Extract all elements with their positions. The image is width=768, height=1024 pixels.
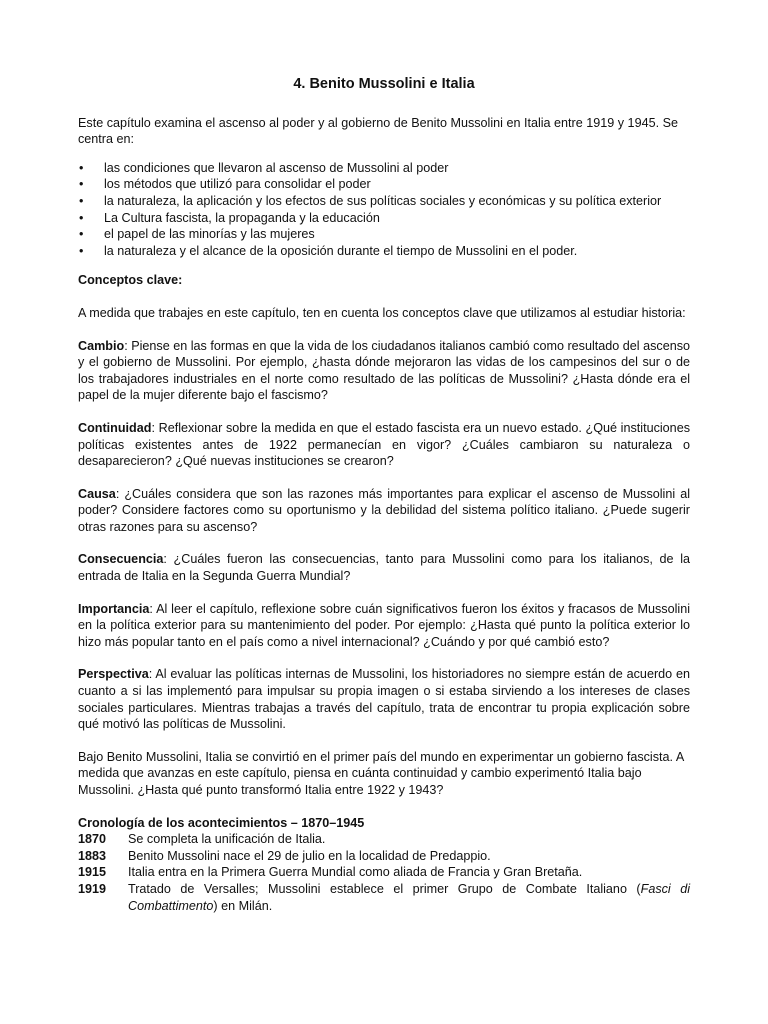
- concept-text: : ¿Cuáles considera que son las razones más importantes para explicar el ascenso de Mussolini al poder? Considere factores como su oportunismo y la debilidad del sistema político italiano. ¿Puede sugerir otras razones para su ascenso?: [78, 486, 690, 534]
- bullet-icon: •: [79, 193, 84, 208]
- concept-label: Importancia: [78, 601, 150, 616]
- concept-text: : Al leer el capítulo, reflexione sobre cuán significativos fueron los éxitos y fracasos de Mussolini en la política exterior para su mantenimiento del poder. Por ejemplo: ¿Hasta qué punto la política exterior lo hizo más popular tanto en el país como a nivel internacional? ¿Cuándo y por qué cambió esto?: [78, 601, 690, 649]
- concept-perspectiva: [78, 666, 690, 732]
- bullet-icon: •: [79, 210, 84, 225]
- concept-label: Continuidad: [78, 420, 152, 435]
- concept-text: : Piense en las formas en que la vida de los ciudadanos italianos cambió como resultado del ascenso y el gobierno de Mussolini. Por ejemplo, ¿hasta dónde mejoraron las vidas de los campesinos del sur o de los trabajadores industriales en el norte como resultado de las políticas de Mussolini? ¿Hasta dónde era el papel de la mujer diferente bajo el fascismo?: [78, 338, 690, 403]
- concept-label: Causa: [78, 486, 116, 501]
- bullet-icon: •: [79, 227, 84, 242]
- list-item: • La Cultura fascista, la propaganda y la educación: [79, 210, 380, 225]
- list-item: • la naturaleza y el alcance de la oposición durante el tiempo de Mussolini en el poder.: [79, 243, 578, 258]
- italic-term: Fasci di Combattimento: [128, 881, 690, 913]
- closing-paragraph: Bajo Benito Mussolini, Italia se convirtió en el primer país del mundo en experimentar un gobierno fascista. A medida que avanzas en este capítulo, piensa en cuánta continuidad y cambio experimentó Italia bajo Mussolini. ¿Hasta qué punto transformó Italia entre 1922 y 1943?: [78, 749, 684, 797]
- chronology-year: 1870: [78, 832, 107, 847]
- chronology-heading: Cronología de los acontecimientos – 1870–1945: [78, 815, 365, 830]
- concept-importancia: [78, 601, 690, 651]
- chronology-year: 1919: [78, 881, 107, 896]
- chronology-text: Benito Mussolini nace el 29 de julio en la localidad de Predappio.: [128, 848, 491, 863]
- focus-list: [78, 160, 690, 260]
- chronology-year: 1915: [78, 865, 107, 880]
- concept-label: Perspectiva: [78, 667, 149, 682]
- concept-continuidad: [78, 420, 690, 470]
- chronology-entry: [78, 881, 690, 914]
- bullet-icon: •: [79, 243, 84, 258]
- list-item: • los métodos que utilizó para consolidar el poder: [79, 177, 371, 192]
- concept-causa: [78, 486, 690, 536]
- list-item: • la naturaleza, la aplicación y los efectos de sus políticas sociales y económicas y su política exterior: [79, 193, 662, 208]
- chronology-year: 1883: [78, 848, 107, 863]
- list-item: • el papel de las minorías y las mujeres: [79, 227, 315, 242]
- concept-label: Consecuencia: [78, 552, 164, 567]
- concept-text: : Al evaluar las políticas internas de Mussolini, los historiadores no siempre están de acuerdo en cuanto a si las implementó para impulsar su propia imagen o si estaba sirviendo a los intereses de clases sociales particulares. Mientras trabajas a través del capítulo, trata de encontrar tu propia explicación sobre qué motivó las políticas de Mussolini.: [78, 667, 690, 732]
- concept-text: : ¿Cuáles fueron las consecuencias, tanto para Mussolini como para los italianos, de la entrada de Italia en la Segunda Guerra Mundial?: [78, 552, 690, 584]
- chronology-entry: [78, 864, 690, 881]
- concepts-heading: Conceptos clave:: [78, 273, 183, 288]
- chapter-title: 4. Benito Mussolini e Italia: [293, 76, 475, 92]
- bullet-icon: •: [79, 177, 84, 192]
- chronology-entry: [78, 848, 690, 865]
- concept-consecuencia: [78, 551, 690, 584]
- concepts-intro: A medida que trabajes en este capítulo, ten en cuenta los conceptos clave que utilizamos al estudiar historia:: [78, 305, 686, 320]
- intro-paragraph: Este capítulo examina el ascenso al poder y al gobierno de Benito Mussolini en Italia entre 1919 y 1945. Se centra en:: [78, 115, 678, 147]
- concept-label: Cambio: [78, 338, 125, 353]
- chronology-text: Tratado de Versalles; Mussolini establece el primer Grupo de Combate Italiano (Fasci di Combattimento) en Milán.: [128, 881, 690, 913]
- chronology-text: Italia entra en la Primera Guerra Mundial como aliada de Francia y Gran Bretaña.: [128, 865, 583, 880]
- concept-cambio: [78, 338, 690, 404]
- chronology-text: Se completa la unificación de Italia.: [128, 832, 326, 847]
- list-item: • las condiciones que llevaron al ascenso de Mussolini al poder: [79, 160, 449, 175]
- chronology-entry: [78, 831, 690, 848]
- chronology-section: [78, 815, 690, 915]
- bullet-icon: •: [79, 160, 84, 175]
- concept-text: : Reflexionar sobre la medida en que el estado fascista era un nuevo estado. ¿Qué instituciones políticas existentes antes de 1922 permanecían en vigor? ¿Cuáles cambiaron su naturaleza o desaparecieron? ¿Qué nuevas instituciones se crearon?: [78, 420, 690, 469]
